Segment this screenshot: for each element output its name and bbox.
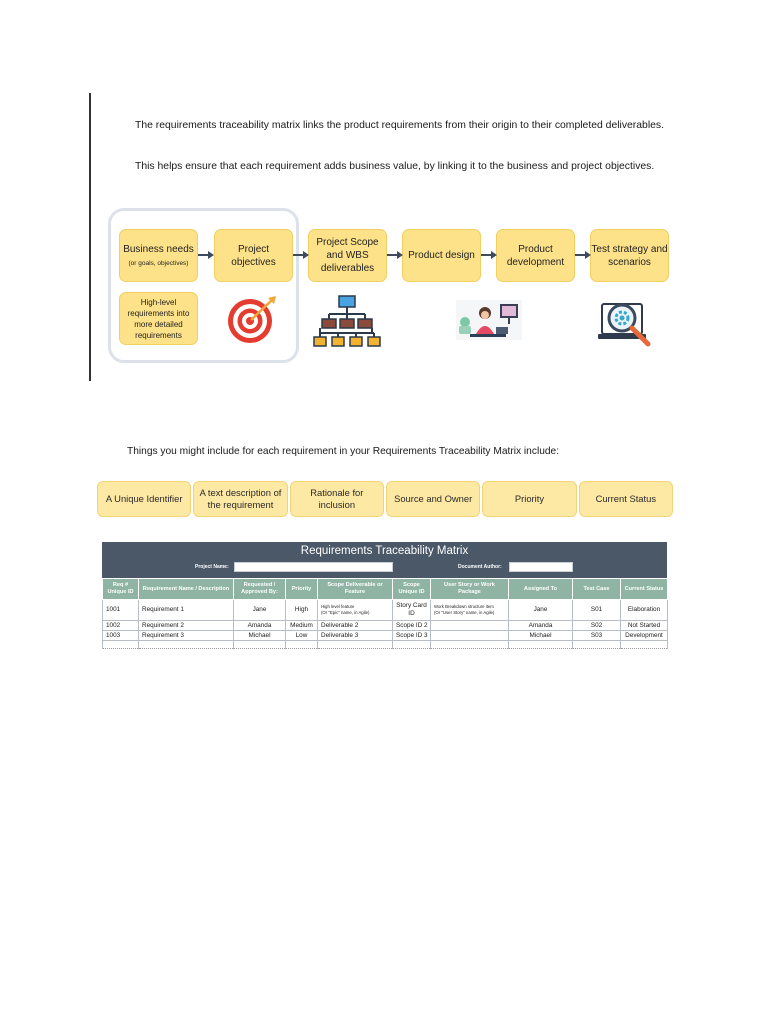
cell-status: Elaboration [621, 600, 668, 621]
header-scope-id: Scope Unique ID [393, 579, 431, 600]
header-user-story: User Story or Work Package [431, 579, 509, 600]
cell-test-case: S03 [573, 631, 621, 641]
box-product-design-label: Product design [408, 250, 475, 261]
arrow-icon [574, 250, 592, 260]
rtm-table [102, 578, 668, 649]
cell-requested-by: Michael [234, 631, 286, 641]
cell-assigned: Jane [509, 600, 573, 621]
rtm-title: Requirements Traceability Matrix [300, 545, 469, 557]
cell-id: 1003 [103, 631, 139, 641]
table-row [103, 621, 668, 631]
box-high-level-requirements [119, 292, 198, 345]
cell-story-note: (Or "User Story" name, in Agile) [434, 610, 495, 615]
box-business-needs-label: Business needs [123, 244, 194, 255]
table-row-empty [103, 641, 668, 649]
cell-requested-by: Amanda [234, 621, 286, 631]
table-row [103, 600, 668, 621]
box-test-strategy-label: Test strategy and scenarios [591, 243, 668, 268]
cell-story [431, 621, 509, 631]
intro-paragraph-2: This helps ensure that each requirement adds business value, by linking it to the business and project objectives. [135, 161, 655, 172]
header-current-status: Current Status [621, 579, 668, 600]
rtm-header-row [103, 579, 668, 600]
arrow-icon [292, 250, 310, 260]
header-req-id: Req # Unique ID [103, 579, 139, 600]
cell-scope-id: Scope ID 2 [393, 621, 431, 631]
cell-test-case: S02 [573, 621, 621, 631]
table-row [103, 631, 668, 641]
cell-scope-id: Scope ID 3 [393, 631, 431, 641]
cell-id: 1002 [103, 621, 139, 631]
cell-priority: Low [286, 631, 318, 641]
org-chart-icon [313, 295, 381, 349]
box-product-development-label: Product development [506, 243, 565, 268]
box-business-needs [119, 229, 198, 282]
box-project-scope-label: Project Scope and WBS deliverables [316, 237, 379, 274]
intro-paragraph-1: The requirements traceability matrix links the product requirements from their origin to their completed deliverables. [135, 120, 664, 131]
chip-unique-identifier: A Unique Identifier [97, 481, 191, 517]
project-name-label: Project Name: [195, 564, 229, 570]
box-product-design [402, 229, 481, 282]
cell-scope-note: (Or "Epic" name, in Agile) [321, 610, 370, 615]
cell-priority: High [286, 600, 318, 621]
cell-name: Requirement 3 [139, 631, 234, 641]
cell-id: 1001 [103, 600, 139, 621]
header-requested-by: Requested / Approved By: [234, 579, 286, 600]
header-priority: Priority [286, 579, 318, 600]
box-high-level-label: High-level requirements into more detailed requirements [127, 297, 190, 340]
header-scope-deliverable: Scope Deliverable or Feature [318, 579, 393, 600]
things-intro: Things you might include for each requirement in your Requirements Traceability Matrix include: [127, 446, 560, 457]
cell-scope-main: High level feature [321, 604, 355, 609]
cell-priority: Medium [286, 621, 318, 631]
chip-priority: Priority [482, 481, 576, 517]
box-project-objectives-label: Project objectives [231, 243, 276, 268]
cell-test-case: S01 [573, 600, 621, 621]
chip-text-description: A text description of the requirement [193, 481, 287, 517]
cell-assigned: Amanda [509, 621, 573, 631]
cell-story [431, 600, 509, 621]
box-project-scope [308, 229, 387, 282]
left-margin-rule [89, 93, 91, 381]
document-author-field[interactable] [509, 562, 573, 572]
cell-status: Not Started [621, 621, 668, 631]
box-test-strategy [590, 229, 669, 282]
box-project-objectives [214, 229, 293, 282]
rtm-template [102, 542, 667, 653]
cell-story [431, 631, 509, 641]
chip-rationale: Rationale for inclusion [290, 481, 384, 517]
cell-scope-id: Story Card ID [393, 600, 431, 621]
rtm-banner [102, 542, 667, 578]
header-assigned-to: Assigned To [509, 579, 573, 600]
cell-assigned: Michael [509, 631, 573, 641]
cell-scope: Deliverable 2 [318, 621, 393, 631]
cell-name: Requirement 1 [139, 600, 234, 621]
cell-status: Development [621, 631, 668, 641]
header-test-case: Test Case [573, 579, 621, 600]
cell-scope: Deliverable 3 [318, 631, 393, 641]
box-business-needs-sub: (or goals, objectives) [128, 260, 189, 267]
cell-story-main: Work Breakdown structure item [434, 604, 494, 609]
arrow-icon [386, 250, 404, 260]
requirement-attributes [97, 481, 673, 517]
cell-scope [318, 600, 393, 621]
cell-requested-by: Jane [234, 600, 286, 621]
box-product-development [496, 229, 575, 282]
target-icon [227, 295, 279, 345]
chip-current-status: Current Status [579, 481, 673, 517]
designer-at-desk-icon [456, 298, 524, 342]
chip-source-owner: Source and Owner [386, 481, 480, 517]
arrow-icon [197, 250, 215, 260]
project-name-field[interactable] [234, 562, 393, 572]
arrow-icon [480, 250, 498, 260]
document-author-label: Document Author: [458, 564, 502, 570]
header-requirement-name: Requirement Name / Description [139, 579, 234, 600]
magnifier-gear-icon [596, 296, 656, 348]
cell-name: Requirement 2 [139, 621, 234, 631]
